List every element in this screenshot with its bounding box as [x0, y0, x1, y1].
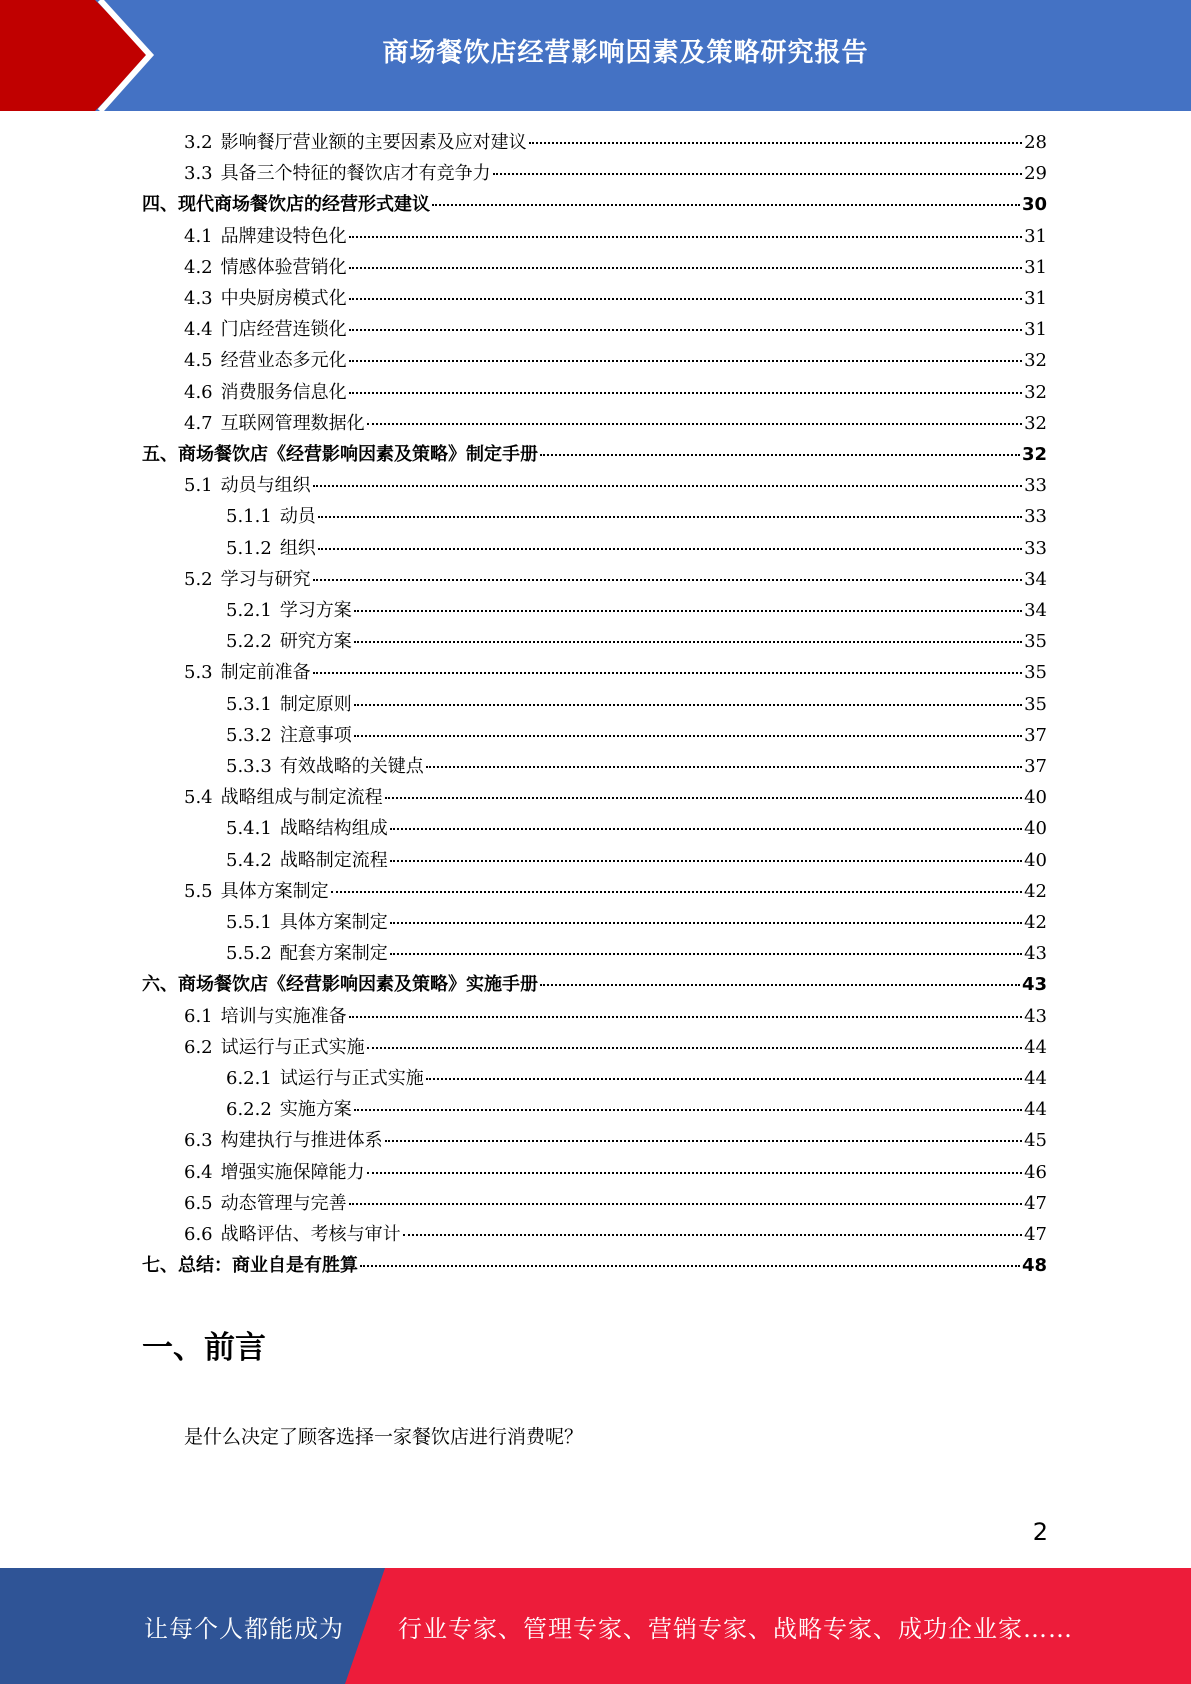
toc-entry-number: 5.4.2: [226, 849, 272, 871]
intro-paragraph: 是什么决定了顾客选择一家餐饮店进行消费呢？: [184, 1426, 584, 1448]
toc-entry-title: 试运行与正式实施: [220, 1036, 365, 1058]
toc-entry-page: 42: [1024, 912, 1047, 933]
toc-entry[interactable]: [142, 969, 1047, 1000]
toc-entry-number: 6.2.2: [226, 1099, 272, 1121]
toc-leader-dots: [426, 766, 1022, 768]
toc-leader-dots: [354, 735, 1022, 737]
toc-entry[interactable]: [226, 720, 1047, 751]
toc-entry-page: 35: [1024, 693, 1047, 715]
toc-entry-title: 具体方案制定: [279, 912, 388, 933]
toc-entry[interactable]: [184, 1001, 1047, 1032]
toc-entry-page: 43: [1024, 1005, 1047, 1027]
toc-entry[interactable]: [226, 626, 1047, 657]
toc-entry[interactable]: [184, 470, 1047, 501]
toc-entry-number: 5.5: [184, 880, 213, 902]
toc-entry-number: 5.2.2: [226, 631, 272, 653]
toc-entry-title: 六、商场餐饮店《经营影响因素及策略》实施手册: [142, 974, 538, 996]
toc-entry-title: 战略评估、考核与审计: [220, 1224, 401, 1245]
toc-entry-page: 47: [1024, 1192, 1047, 1214]
toc-entry-title: 经营业态多元化: [220, 350, 347, 372]
toc-entry[interactable]: [226, 533, 1047, 564]
toc-entry-title: 制定原则: [279, 693, 352, 715]
toc-entry-page: 28: [1024, 132, 1047, 153]
toc-entry-number: 5.4: [184, 787, 213, 809]
toc-entry-number: 5.2: [184, 568, 213, 590]
toc-leader-dots: [493, 173, 1022, 175]
toc-entry-page: 43: [1024, 943, 1047, 965]
toc-leader-dots: [390, 860, 1022, 862]
toc-entry-number: 6.3: [184, 1130, 213, 1152]
toc-entry-number: 5.5.2: [226, 943, 272, 965]
toc-entry[interactable]: [184, 1188, 1047, 1219]
toc-entry[interactable]: [184, 1157, 1047, 1188]
toc-entry[interactable]: [184, 283, 1047, 314]
toc-leader-dots: [385, 797, 1022, 799]
toc-entry-title: 动员: [279, 506, 316, 528]
toc-entry-number: 5.3.3: [226, 756, 272, 777]
toc-leader-dots: [367, 423, 1022, 425]
toc-entry-number: 5.2.1: [226, 600, 272, 621]
toc-entry-number: 6.5: [184, 1192, 213, 1214]
toc-entry-page: 33: [1024, 475, 1047, 497]
toc-entry-number: 3.2: [184, 132, 213, 153]
toc-entry-number: 4.5: [184, 350, 213, 372]
toc-entry-page: 37: [1024, 724, 1047, 746]
toc-entry-number: 5.3: [184, 662, 213, 684]
toc-leader-dots: [390, 828, 1022, 830]
toc-entry-page: 34: [1024, 568, 1047, 590]
toc-entry[interactable]: [142, 189, 1047, 220]
toc-entry-page: 31: [1024, 225, 1047, 247]
toc-entry[interactable]: [184, 1032, 1047, 1063]
toc-leader-dots: [360, 1265, 1020, 1267]
toc-entry[interactable]: [184, 657, 1047, 688]
toc-entry[interactable]: [184, 127, 1047, 158]
toc-entry-page: 40: [1024, 849, 1047, 871]
toc-entry-page: 40: [1024, 818, 1047, 840]
toc-entry-page: 47: [1024, 1224, 1047, 1245]
toc-leader-dots: [390, 922, 1022, 924]
toc-entry-number: 4.7: [184, 412, 213, 434]
toc-leader-dots: [432, 204, 1020, 206]
toc-entry-number: 4.4: [184, 319, 213, 341]
toc-entry-title: 试运行与正式实施: [279, 1068, 424, 1089]
toc-entry-page: 32: [1024, 412, 1047, 434]
toc-entry[interactable]: [184, 876, 1047, 907]
toc-entry[interactable]: [184, 782, 1047, 813]
toc-leader-dots: [349, 298, 1022, 300]
toc-entry-page: 44: [1024, 1099, 1047, 1121]
toc-entry-title: 研究方案: [279, 631, 352, 653]
toc-leader-dots: [318, 548, 1022, 550]
toc-leader-dots: [349, 392, 1022, 394]
toc-entry-number: 5.4.1: [226, 818, 272, 840]
toc-entry-title: 学习方案: [279, 600, 352, 621]
toc-entry-page: 35: [1024, 631, 1047, 653]
toc-entry-page: 33: [1024, 537, 1047, 559]
toc-leader-dots: [349, 267, 1022, 269]
toc-leader-dots: [390, 953, 1022, 955]
toc-leader-dots: [354, 641, 1022, 643]
footer-slogan: 让每个人都能成为: [144, 1614, 344, 1643]
toc-entry[interactable]: [184, 377, 1047, 408]
section-heading: 一、前言: [142, 1330, 266, 1366]
toc-entry-page: 32: [1024, 350, 1047, 372]
toc-entry-title: 增强实施保障能力: [220, 1161, 365, 1183]
footer-roles: 行业专家、管理专家、营销专家、战略专家、成功企业家……: [398, 1614, 1073, 1643]
toc-entry[interactable]: [184, 314, 1047, 345]
toc-leader-dots: [349, 360, 1022, 362]
toc-leader-dots: [354, 1109, 1022, 1111]
toc-leader-dots: [354, 704, 1022, 706]
toc-entry-number: 4.2: [184, 256, 213, 278]
toc-entry-title: 门店经营连锁化: [220, 319, 347, 341]
toc-entry[interactable]: [184, 564, 1047, 595]
toc-entry-number: 6.1: [184, 1005, 213, 1027]
toc-entry-number: 3.3: [184, 163, 213, 185]
toc-entry-number: 4.3: [184, 288, 213, 309]
toc-entry-page: 43: [1021, 974, 1047, 996]
toc-entry[interactable]: [184, 408, 1047, 439]
toc-entry-title: 注意事项: [279, 724, 352, 746]
toc-entry-page: 48: [1021, 1255, 1047, 1277]
page-number: 2: [1032, 1518, 1048, 1546]
toc-leader-dots: [331, 891, 1022, 893]
toc-leader-dots: [367, 1047, 1022, 1049]
toc-entry-title: 制定前准备: [220, 662, 311, 684]
toc-entry[interactable]: [184, 158, 1047, 189]
toc-leader-dots: [318, 516, 1022, 518]
page-header: [0, 0, 1191, 111]
toc-entry-page: 46: [1024, 1161, 1047, 1183]
toc-entry[interactable]: [184, 1219, 1047, 1250]
toc-entry-number: 6.4: [184, 1161, 213, 1183]
toc-entry-number: 5.3.2: [226, 724, 272, 746]
toc-entry[interactable]: [226, 501, 1047, 532]
toc-entry-page: 32: [1024, 381, 1047, 403]
toc-leader-dots: [313, 672, 1022, 674]
toc-entry-page: 31: [1024, 288, 1047, 309]
toc-entry-title: 七、总结：商业自是有胜算: [142, 1255, 358, 1277]
toc-leader-dots: [354, 610, 1022, 612]
toc-entry-title: 组织: [279, 537, 316, 559]
toc-entry-title: 动员与组织: [220, 475, 311, 497]
toc-entry-page: 31: [1024, 319, 1047, 341]
toc-entry-page: 42: [1024, 880, 1047, 902]
toc-entry-page: 45: [1024, 1130, 1047, 1152]
toc-entry-title: 消费服务信息化: [220, 381, 347, 403]
toc-entry-title: 构建执行与推进体系: [220, 1130, 383, 1152]
toc-leader-dots: [313, 579, 1022, 581]
toc-leader-dots: [313, 485, 1022, 487]
toc-leader-dots: [529, 142, 1022, 144]
toc-entry[interactable]: [226, 595, 1047, 626]
toc-entry[interactable]: [226, 938, 1047, 969]
toc-entry-page: 31: [1024, 256, 1047, 278]
toc-entry-page: 32: [1021, 444, 1047, 465]
toc-entry-title: 互联网管理数据化: [220, 412, 365, 434]
toc-leader-dots: [349, 329, 1022, 331]
toc-entry-title: 学习与研究: [220, 568, 311, 590]
toc-entry-title: 四、现代商场餐饮店的经营形式建议: [142, 194, 430, 216]
toc-entry-title: 配套方案制定: [279, 943, 388, 965]
toc-entry[interactable]: [184, 1125, 1047, 1156]
toc-entry[interactable]: [226, 1094, 1047, 1125]
toc-entry[interactable]: [226, 845, 1047, 876]
toc-entry-number: 5.5.1: [226, 912, 272, 933]
toc-entry-title: 战略结构组成: [279, 818, 388, 840]
toc-entry-page: 29: [1024, 163, 1047, 185]
toc-entry-title: 战略组成与制定流程: [220, 787, 383, 809]
toc-entry-number: 4.1: [184, 225, 213, 247]
toc-entry-title: 五、商场餐饮店《经营影响因素及策略》制定手册: [142, 444, 538, 465]
toc-entry-page: 33: [1024, 506, 1047, 528]
toc-entry-page: 34: [1024, 600, 1047, 621]
toc-entry-title: 有效战略的关键点: [279, 756, 424, 777]
toc-entry-number: 5.1: [184, 475, 213, 497]
toc-entry-title: 具体方案制定: [220, 880, 329, 902]
toc-entry[interactable]: [184, 252, 1047, 283]
toc-entry-title: 情感体验营销化: [220, 256, 347, 278]
toc-entry-page: 30: [1021, 194, 1047, 216]
toc-entry[interactable]: [226, 813, 1047, 844]
toc-leader-dots: [385, 1140, 1022, 1142]
toc-entry-title: 培训与实施准备: [220, 1005, 347, 1027]
toc-entry-title: 实施方案: [279, 1099, 352, 1121]
toc-leader-dots: [403, 1234, 1022, 1236]
toc-leader-dots: [540, 984, 1020, 986]
toc-leader-dots: [367, 1172, 1022, 1174]
toc-entry-page: 44: [1024, 1068, 1047, 1089]
toc-entry-number: 6.2: [184, 1036, 213, 1058]
toc-entry-number: 6.6: [184, 1224, 213, 1245]
toc-entry[interactable]: [226, 751, 1047, 782]
toc-entry-number: 6.2.1: [226, 1068, 272, 1089]
toc-entry-page: 44: [1024, 1036, 1047, 1058]
toc-entry-number: 5.1.2: [226, 537, 272, 559]
toc-entry-title: 中央厨房模式化: [220, 288, 347, 309]
toc-entry[interactable]: [226, 907, 1047, 938]
toc-leader-dots: [426, 1078, 1022, 1080]
header-title: 商场餐饮店经营影响因素及策略研究报告: [382, 37, 869, 68]
toc-entry-title: 影响餐厅营业额的主要因素及应对建议: [220, 132, 527, 153]
toc-entry[interactable]: [142, 439, 1047, 470]
toc-entry-title: 品牌建设特色化: [220, 225, 347, 247]
toc-entry-title: 具备三个特征的餐饮店才有竞争力: [220, 163, 491, 185]
toc-leader-dots: [349, 1016, 1022, 1018]
toc-entry-number: 5.3.1: [226, 693, 272, 715]
toc-leader-dots: [349, 236, 1022, 238]
toc-entry[interactable]: [184, 345, 1047, 376]
toc-entry-page: 35: [1024, 662, 1047, 684]
toc-entry[interactable]: [142, 1250, 1047, 1281]
toc-entry-title: 动态管理与完善: [220, 1192, 347, 1214]
toc-entry-number: 5.1.1: [226, 506, 272, 528]
toc-entry-page: 40: [1024, 787, 1047, 809]
toc-entry[interactable]: [184, 221, 1047, 252]
toc-entry-title: 战略制定流程: [279, 849, 388, 871]
page-footer: [0, 1568, 1191, 1684]
toc-entry-number: 4.6: [184, 381, 213, 403]
toc-leader-dots: [349, 1203, 1022, 1205]
toc-entry[interactable]: [226, 689, 1047, 720]
toc-entry[interactable]: [226, 1063, 1047, 1094]
toc-entry-page: 37: [1024, 756, 1047, 777]
toc-leader-dots: [540, 454, 1020, 456]
